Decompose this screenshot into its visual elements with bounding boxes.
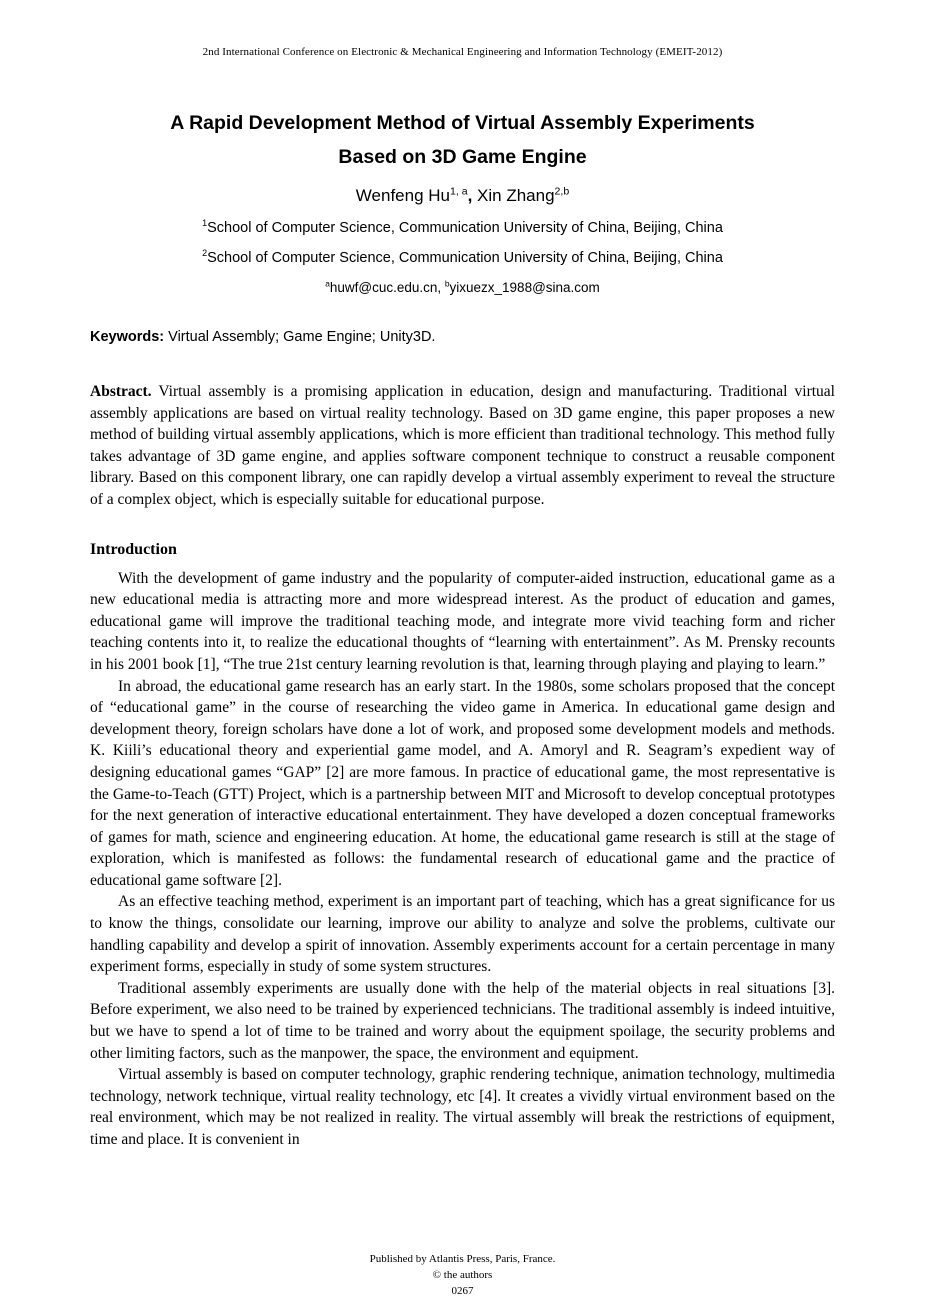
paper-title — [90, 106, 835, 174]
author-2-name: Xin Zhang — [472, 186, 555, 205]
footer-publisher: Published by Atlantis Press, Paris, France. — [369, 1253, 556, 1265]
introduction-paragraph-1: With the development of game industry and the popularity of computer-aided instruction, educational game as a new educational media is attracting more and more widespread interest. As the product of education and games, educational game will improve the traditional teaching mode, and integrate more vivid teaching form and richer teaching contents into it, to realize the educational thoughts of “learning with entertainment”. As M. Prensky recounts in his 2001 book [1], “The true 21st century learning revolution is that, learning through playing and playing to learn.” — [90, 569, 835, 673]
introduction-paragraph-3: As an effective teaching method, experiment is an important part of teaching, which has a great significance for us to know the things, consolidate our learning, improve our ability to analyze and solve the problems, cultivate our handling capability and develop a spirit of innovation. Assembly experiments account for a certain percentage in many experiment forms, especially in study of some system structures. — [90, 893, 835, 976]
affiliation-2-text: School of Computer Science, Communication University of China, Beijing, China — [207, 250, 723, 266]
footer-page-number: 0267 — [451, 1285, 474, 1297]
abstract-paragraph — [90, 381, 835, 511]
email-2-superscript: b — [444, 278, 450, 289]
email-1-address: huwf@cuc.edu.cn, — [329, 280, 445, 295]
affiliation-2 — [90, 250, 835, 266]
emails-line — [90, 280, 835, 295]
author-2-superscript: 2,b — [554, 185, 570, 198]
affiliation-1-text: School of Computer Science, Communication University of China, Beijing, China — [207, 220, 723, 236]
author-1-superscript: 1, a — [450, 185, 468, 198]
keywords-text: Virtual Assembly; Game Engine; Unity3D. — [164, 329, 436, 345]
introduction-heading: Introduction — [90, 540, 177, 558]
footer-copyright: © the authors — [432, 1269, 493, 1281]
introduction-paragraph-2: In abroad, the educational game research has an early start. In the 1980s, some scholars proposed that the concept of “educational game” in the course of researching the video game in America. In educational game design and development theory, foreign scholars have done a lot of work, and proposed some development models and methods. K. Kiili’s educational theory and experiential game model, and A. Amoryl and R. Seagram’s expedient way of designing educational games “GAP” [2] are more famous. In practice of educational game, the most representative is the Game-to-Teach (GTT) Project, which is a partnership between MIT and Microsoft to develop conceptual prototypes for the next generation of interactive educational entertainment. They have developed a dozen conceptual frameworks of games for math, science and engineering education. At home, the educational game research is still at the stage of exploration, which is manifested as follows: the fundamental research of educational game and the practice of educational game software [2]. — [90, 677, 835, 889]
author-1-name: Wenfeng Hu — [355, 186, 450, 205]
abstract-label: Abstract. — [90, 383, 152, 400]
email-2-address: yixuezx_1988@sina.com — [449, 280, 600, 295]
conference-header: 2nd International Conference on Electronic & Mechanical Engineering and Information Technology (EMEIT-2012) — [202, 46, 723, 58]
introduction-paragraph-4: Traditional assembly experiments are usually done with the help of the material objects in real situations [3]. Before experiment, we also need to be trained by experienced technicians. The traditional assembly is indeed intuitive, but we have to spend a lot of time to be trained and worry about the equipment spoilage, the security problems and other limiting factors, such as the manpower, the space, the environment and equipment. — [90, 979, 835, 1062]
keywords-label: Keywords: — [90, 329, 165, 345]
title-line-1: A Rapid Development Method of Virtual Assembly Experiments — [170, 112, 755, 134]
email-1-superscript: a — [325, 278, 330, 289]
authors-line — [90, 186, 835, 206]
affiliation-2-superscript: 2 — [202, 248, 208, 259]
keywords-line — [90, 329, 835, 345]
introduction-paragraph-5: Virtual assembly is based on computer technology, graphic rendering technique, animation technology, multimedia technology, network technique, virtual reality technology, etc [4]. It creates a vividly virtual environment based on the real environment, which may be not realized in reality. The virtual assembly will break the restrictions of equipment, time and place. It is convenient in — [90, 1066, 835, 1148]
title-line-2: Based on 3D Game Engine — [338, 146, 587, 168]
abstract-text: Virtual assembly is a promising application in education, design and manufacturing. Traditional virtual assembly applications are based on virtual reality technology. Based on 3D game engine, this paper proposes a new method of building virtual assembly applications, which is more efficient than traditional technology. This method fully takes advantage of 3D game engine, and applies software component technique to construct a reusable component library. Based on this component library, one can rapidly develop a virtual assembly experiment to reveal the structure of a complex object, which is especially suitable for educational purpose. — [90, 383, 835, 508]
page-footer — [0, 1251, 925, 1299]
affiliation-1-superscript: 1 — [202, 218, 208, 229]
affiliation-1 — [90, 220, 835, 236]
author-separator: , — [467, 186, 473, 205]
